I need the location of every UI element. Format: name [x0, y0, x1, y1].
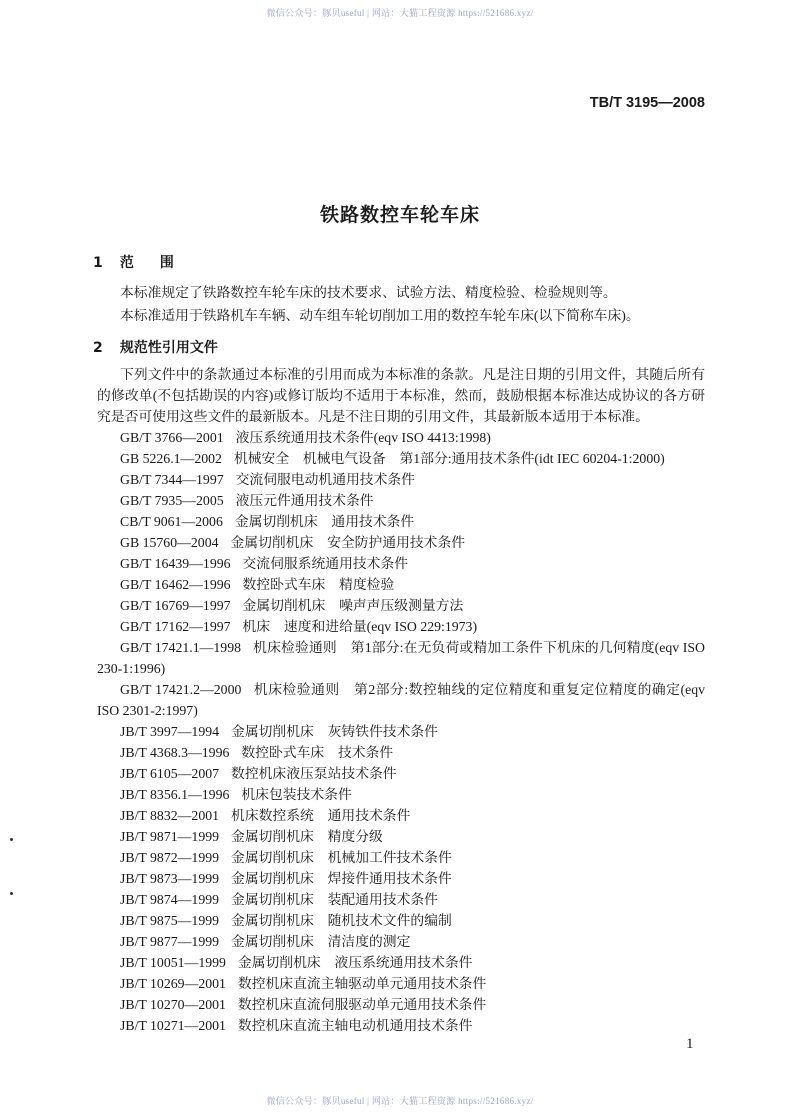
reference-item	[97, 847, 705, 868]
reference-title: 机床 速度和进给量(eqv ISO 229:1973)	[242, 619, 478, 634]
reference-code: JB/T 9875—1999	[120, 913, 220, 928]
reference-title: 金属切削机床 随机技术文件的编制	[231, 913, 452, 928]
reference-item	[97, 574, 705, 595]
page-number: 1	[686, 1036, 694, 1052]
reference-title: 金属切削机床 装配通用技术条件	[231, 892, 438, 907]
reference-code: JB/T 9872—1999	[120, 850, 220, 865]
section-number: 1	[93, 255, 103, 271]
reference-item	[97, 448, 705, 469]
section-title: 范 围	[119, 255, 180, 271]
scan-speck	[10, 838, 13, 841]
reference-title: 金属切削机床 液压系统通用技术条件	[237, 955, 473, 970]
reference-code: JB/T 9873—1999	[120, 871, 220, 886]
reference-code: GB 5226.1—2002	[120, 451, 222, 466]
reference-item	[97, 469, 705, 490]
section-number: 2	[93, 340, 103, 356]
watermark-bottom: 微信公众号：豚贝useful | 网站：大猫工程资源 https://521686.xyz/	[266, 1096, 534, 1106]
section-1-body	[97, 281, 705, 327]
reference-item	[97, 1015, 705, 1036]
reference-code: GB/T 16439—1996	[120, 556, 231, 571]
reference-list	[97, 427, 705, 1036]
reference-item	[97, 805, 705, 826]
reference-item	[97, 784, 705, 805]
reference-code: GB/T 7935—2005	[120, 493, 224, 508]
reference-title: 液压元件通用技术条件	[235, 493, 374, 508]
reference-title: 金属切削机床 焊接件通用技术条件	[231, 871, 452, 886]
reference-title: 机械安全 机械电气设备 第1部分:通用技术条件(idt IEC 60204-1:2000)	[233, 451, 665, 466]
reference-code: JB/T 10051—1999	[120, 955, 226, 970]
reference-title: 交流伺服电动机通用技术条件	[235, 472, 415, 487]
section-1-heading	[93, 252, 180, 272]
reference-code: GB/T 16769—1997	[120, 598, 231, 613]
reference-item	[97, 931, 705, 952]
reference-item	[97, 763, 705, 784]
reference-item	[97, 889, 705, 910]
reference-code: JB/T 8832—2001	[120, 808, 220, 823]
reference-code: CB/T 9061—2006	[120, 514, 223, 529]
reference-item	[97, 721, 705, 742]
reference-code: JB/T 9874—1999	[120, 892, 220, 907]
reference-code: JB/T 8356.1—1996	[120, 787, 230, 802]
reference-title: 数控卧式车床 技术条件	[241, 745, 394, 760]
reference-item	[97, 679, 705, 721]
reference-item	[97, 742, 705, 763]
reference-item	[97, 616, 705, 637]
reference-code: GB/T 16462—1996	[120, 577, 231, 592]
reference-title: 金属切削机床 精度分级	[231, 829, 383, 844]
reference-title: 机床包装技术条件	[241, 787, 352, 802]
document-title: 铁路数控车轮车床	[319, 204, 480, 226]
reference-title: 金属切削机床 通用技术条件	[234, 514, 415, 529]
reference-item	[97, 595, 705, 616]
reference-title: 数控卧式车床 精度检验	[242, 577, 395, 592]
reference-title: 机床检验通则 第2部分:数控轴线的定位精度和重复定位精度的确定(eqv ISO 2301-2:1997)	[97, 682, 706, 718]
reference-code: JB/T 10270—2001	[120, 997, 226, 1012]
reference-title: 机床检验通则 第1部分:在无负荷或精加工条件下机床的几何精度(eqv ISO 230-1:1996)	[97, 640, 705, 676]
reference-title: 数控机床直流主轴驱动单元通用技术条件	[237, 976, 487, 991]
paragraph: 本标准规定了铁路数控车轮车床的技术要求、试验方法、精度检验、检验规则等。	[120, 285, 617, 300]
reference-title: 金属切削机床 清洁度的测定	[231, 934, 411, 949]
reference-item	[97, 973, 705, 994]
section-2-intro	[97, 364, 705, 427]
scan-speck	[10, 892, 13, 895]
section-title: 规范性引用文件	[119, 340, 218, 356]
reference-item	[97, 532, 705, 553]
reference-code: GB/T 7344—1997	[120, 472, 224, 487]
reference-code: JB/T 6105—2007	[120, 766, 220, 781]
reference-item	[97, 994, 705, 1015]
reference-code: JB/T 10271—2001	[120, 1018, 226, 1033]
reference-code: GB/T 3766—2001	[120, 430, 224, 445]
reference-code: JB/T 4368.3—1996	[120, 745, 230, 760]
standard-number: TB/T 3195—2008	[589, 95, 705, 111]
reference-item	[97, 910, 705, 931]
reference-code: GB/T 17162—1997	[120, 619, 231, 634]
paragraph: 本标准适用于铁路机车车辆、动车组车轮切削加工用的数控车轮车床(以下简称车床)。	[120, 308, 640, 323]
reference-title: 数控机床直流伺服驱动单元通用技术条件	[237, 997, 487, 1012]
reference-code: JB/T 9877—1999	[120, 934, 220, 949]
reference-title: 数控机床直流主轴电动机通用技术条件	[237, 1018, 473, 1033]
reference-title: 金属切削机床 灰铸铁件技术条件	[231, 724, 438, 739]
reference-title: 金属切削机床 噪声声压级测量方法	[242, 598, 464, 613]
reference-item	[97, 553, 705, 574]
paragraph: 下列文件中的条款通过本标准的引用而成为本标准的条款。凡是注日期的引用文件，其随后所有的修改单(不包括勘误的内容)或修订版均不适用于本标准，然而，鼓励根据本标准达成协议的各方研究是否可使用这些文件的最新版本。凡是不注日期的引用文件，其最新版本适用于本标准。	[97, 367, 705, 424]
reference-code: GB/T 17421.1—1998	[120, 640, 242, 655]
reference-item	[97, 637, 705, 679]
reference-title: 金属切削机床 安全防护通用技术条件	[230, 535, 466, 550]
reference-code: GB 15760—2004	[120, 535, 219, 550]
reference-title: 交流伺服系统通用技术条件	[242, 556, 409, 571]
watermark-top: 微信公众号：豚贝useful | 网站：大猫工程资源 https://521686.xyz/	[266, 8, 534, 18]
reference-title: 液压系统通用技术条件(eqv ISO 4413:1998)	[235, 430, 491, 445]
reference-code: JB/T 3997—1994	[120, 724, 220, 739]
reference-title: 数控机床液压泵站技术条件	[231, 766, 397, 781]
reference-item	[97, 490, 705, 511]
reference-item	[97, 952, 705, 973]
reference-item	[97, 511, 705, 532]
reference-code: GB/T 17421.2—2000	[120, 682, 242, 697]
reference-item	[97, 868, 705, 889]
reference-code: JB/T 10269—2001	[120, 976, 226, 991]
reference-item	[97, 427, 705, 448]
reference-code: JB/T 9871—1999	[120, 829, 220, 844]
reference-title: 机床数控系统 通用技术条件	[231, 808, 411, 823]
section-2-heading	[93, 337, 218, 357]
reference-item	[97, 826, 705, 847]
reference-title: 金属切削机床 机械加工件技术条件	[231, 850, 452, 865]
